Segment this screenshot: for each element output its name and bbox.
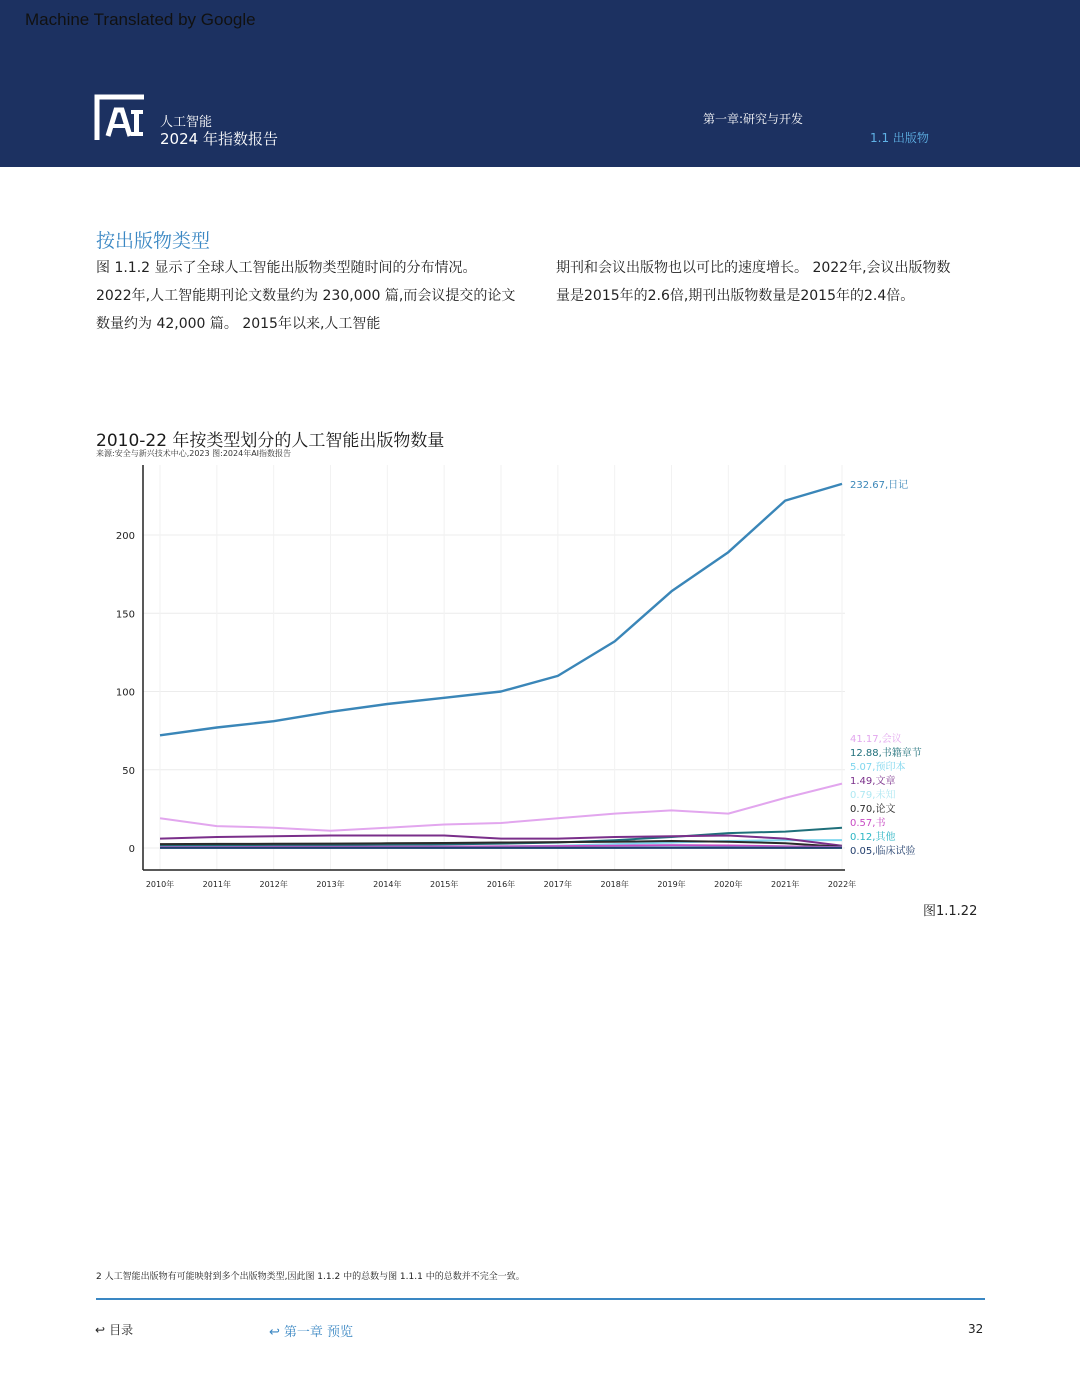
ai-logo-icon — [94, 94, 148, 142]
x-tick-label: 2010年 — [145, 880, 175, 889]
x-tick-label: 2016年 — [486, 880, 516, 889]
y-tick-label: 100 — [115, 687, 135, 699]
series-end-label: 0.05,临床试验 — [850, 846, 916, 857]
x-tick-label: 2018年 — [600, 880, 629, 889]
x-tick-label: 2011年 — [202, 880, 232, 889]
chart-title: 2010-22 年按类型划分的人工智能出版物数量 — [96, 431, 445, 451]
line-chart — [0, 460, 1080, 900]
y-tick-label: 50 — [122, 765, 135, 777]
series-end-label: 0.12,其他 — [850, 832, 896, 843]
body-paragraph-right: 期刊和会议出版物也以可比的速度增长。 2022年,会议出版物数量是2015年的2.6倍,期刊出版物数量是2015年的2.4倍。 — [556, 260, 951, 304]
series-end-label: 0.79,未知 — [850, 790, 896, 801]
section-label[interactable]: 1.1 出版物 — [870, 131, 929, 145]
y-tick-label: 0 — [128, 844, 135, 855]
x-tick-label: 2021年 — [770, 880, 800, 889]
footnote: 2 人工智能出版物有可能映射到多个出版物类型,因此图 1.1.2 中的总数与图 1.1.1 中的总数并不完全一致。 — [96, 1272, 525, 1282]
toc-link[interactable] — [95, 1321, 133, 1338]
x-tick-label: 2013年 — [316, 880, 345, 889]
x-tick-label: 2012年 — [259, 880, 288, 889]
chart-grid — [143, 465, 845, 870]
report-title: 2024 年指数报告 — [160, 130, 278, 148]
chapter-label[interactable]: 第一章:研究与开发 — [703, 112, 804, 126]
series-end-label: 12.88,书籍章节 — [850, 748, 922, 759]
brand-name: 人工智能 — [160, 115, 213, 130]
series-end-label: 232.67,日记 — [850, 479, 909, 491]
page-header — [0, 0, 1080, 167]
x-tick-label: 2014年 — [373, 880, 402, 889]
figure-label: 图1.1.22 — [923, 904, 978, 919]
machine-translation-note: Machine Translated by Google — [25, 10, 256, 29]
y-tick-label: 200 — [115, 531, 135, 542]
y-tick-label: 150 — [115, 609, 135, 621]
chapter-preview-label: 第一章 预览 — [283, 1325, 354, 1340]
return-icon: ↩ — [269, 1325, 280, 1340]
footer-divider — [96, 1298, 985, 1300]
x-tick-label: 2019年 — [657, 880, 686, 889]
series-end-label: 0.57,书 — [850, 818, 886, 829]
body-paragraph-left: 图 1.1.2 显示了全球人工智能出版物类型随时间的分布情况。 2022年,人工智能期刊论文数量约为 230,000 篇,而会议提交的论文数量约为 42,000 篇。 2015年以来,人工智能 — [96, 260, 516, 332]
section-title: 按出版物类型 — [96, 230, 211, 252]
toc-label: 目录 — [109, 1323, 134, 1337]
x-tick-label: 2020年 — [714, 880, 743, 889]
series-end-label: 41.17,会议 — [850, 734, 902, 745]
series-end-label: 5.07,预印本 — [850, 762, 906, 773]
chart-series-labels — [850, 479, 922, 857]
x-tick-label: 2017年 — [543, 880, 573, 889]
return-icon: ↩ — [95, 1323, 106, 1337]
page-number: 32 — [968, 1322, 984, 1336]
series-end-label: 0.70,论文 — [850, 804, 896, 815]
x-tick-label: 2015年 — [429, 880, 459, 889]
chart-source: 来源:安全与新兴技术中心,2023 图:2024年AI指数报告 — [96, 449, 292, 458]
x-tick-label: 2022年 — [827, 880, 857, 889]
chapter-preview-link[interactable] — [269, 1321, 353, 1340]
series-end-label: 1.49,文章 — [850, 776, 896, 787]
